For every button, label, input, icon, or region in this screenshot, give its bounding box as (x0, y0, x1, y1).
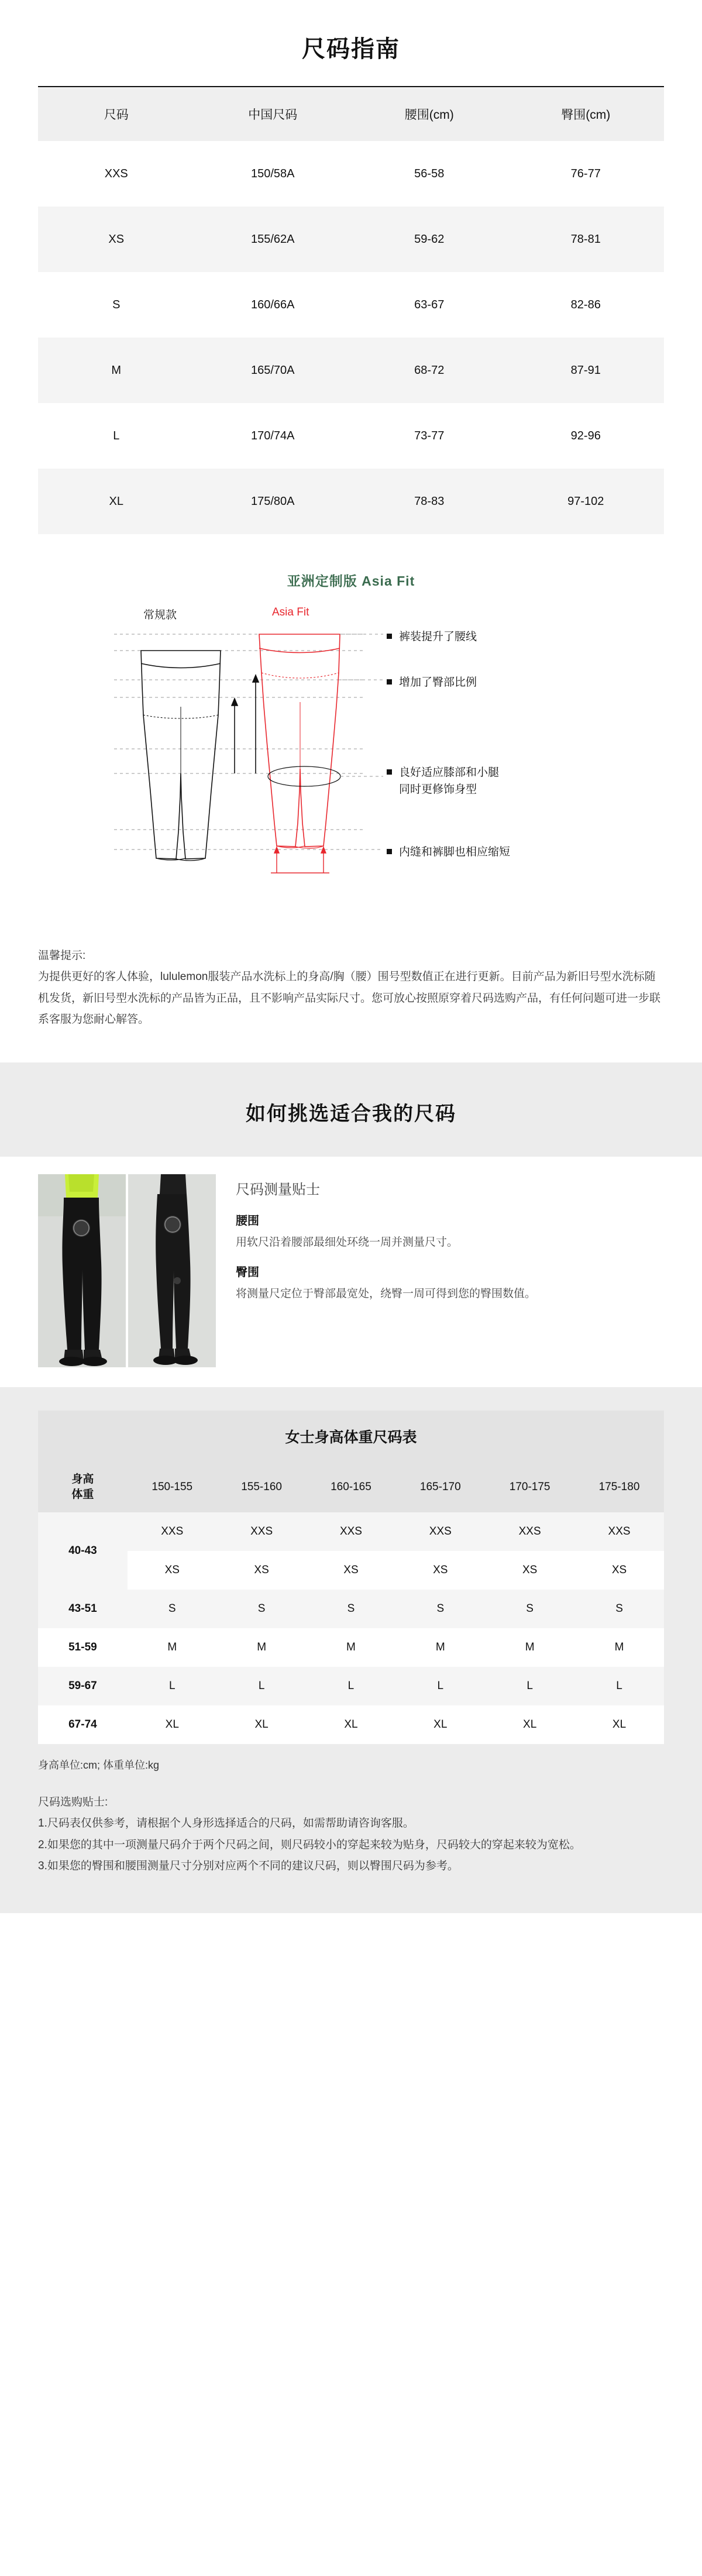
matrix-cell: M (574, 1628, 664, 1667)
table-row (38, 403, 664, 469)
cell-cn-size: 160/66A (195, 272, 352, 338)
matrix-cell: XL (128, 1705, 217, 1744)
matrix-title: 女士身高体重尺码表 (38, 1411, 664, 1462)
matrix-row-label: 40-43 (38, 1512, 128, 1590)
matrix-cell: XL (485, 1705, 574, 1744)
notes-line-2: 2.如果您的其中一项测量尺码介于两个尺码之间，则尺码较小的穿起来较为贴身，尺码较大的穿起来较为宽松。 (38, 1838, 581, 1851)
column-header-hip: 臀围(cm) (508, 87, 665, 141)
table-row (38, 272, 664, 338)
bullet-icon (387, 769, 392, 775)
matrix-row-label: 67-74 (38, 1705, 128, 1744)
hip-instruction: 将测量尺定位于臀部最宽处，绕臀一周可得到您的臀围数值。 (236, 1288, 536, 1301)
column-header-size: 尺码 (38, 87, 195, 141)
tips-body: 为提供更好的客人体验，lululemon服装产品水洗标上的身高/胸（腰）围号型数值正在进行更新。目前产品为新旧号型水洗标随机发货，新旧号型水洗标的产品皆为正品，且不影响产品实际尺寸。您可放心按照原穿着尺码选购产品，有任何问题可进一步联系客服为您耐心解答。 (38, 971, 661, 1026)
cell-cn-size: 155/62A (195, 207, 352, 272)
bullet-icon (387, 849, 392, 854)
matrix-cell: XS (574, 1551, 664, 1590)
matrix-cell: M (217, 1628, 307, 1667)
matrix-cell: XL (307, 1705, 396, 1744)
cell-waist: 63-67 (351, 272, 508, 338)
table-row (38, 207, 664, 272)
matrix-cell: XXS (128, 1512, 217, 1551)
matrix-cell: S (485, 1590, 574, 1628)
cell-waist: 73-77 (351, 403, 508, 469)
matrix-cell: XL (574, 1705, 664, 1744)
asia-fit-illustration (38, 598, 664, 926)
column-header-waist: 腰围(cm) (351, 87, 508, 141)
model-photo-right-svg (128, 1174, 216, 1367)
matrix-cell: XL (217, 1705, 307, 1744)
matrix-row (38, 1705, 664, 1744)
matrix-cell: L (307, 1667, 396, 1705)
matrix-cell: XXS (574, 1512, 664, 1551)
column-header-cn-size: 中国尺码 (195, 87, 352, 141)
cell-waist: 78-83 (351, 469, 508, 534)
cell-cn-size: 165/70A (195, 338, 352, 403)
feature-text: 增加了臀部比例 (399, 676, 477, 689)
matrix-cell: M (395, 1628, 485, 1667)
caption-regular: 常规款 (143, 609, 177, 621)
matrix-cell: S (307, 1590, 396, 1628)
cell-size: S (38, 272, 195, 338)
matrix-col-header: 160-165 (307, 1462, 396, 1512)
matrix-cell: M (485, 1628, 574, 1667)
notes-heading: 尺码选购贴士: (38, 1796, 108, 1808)
notes-line-1: 1.尺码表仅供参考，请根据个人身形选择适合的尺码，如需帮助请咨询客服。 (38, 1817, 414, 1830)
matrix-row-label: 43-51 (38, 1590, 128, 1628)
feature-text-line1: 良好适应膝部和小腿 (399, 766, 500, 779)
bullet-icon (387, 634, 392, 639)
matrix-row-label: 59-67 (38, 1667, 128, 1705)
matrix-cell: L (574, 1667, 664, 1705)
matrix-col-header: 165-170 (395, 1462, 485, 1512)
matrix-row (38, 1512, 664, 1551)
tips-block (38, 945, 664, 1031)
measure-tips-title: 尺码测量贴士 (236, 1181, 320, 1198)
matrix-cell: M (128, 1628, 217, 1667)
caption-asia-fit: Asia Fit (272, 606, 309, 618)
tips-heading: 温馨提示: (38, 950, 86, 962)
matrix-row (38, 1551, 664, 1590)
model-photo-left (38, 1174, 126, 1367)
matrix-header-row (38, 1462, 664, 1512)
cell-hip: 78-81 (508, 207, 665, 272)
cell-waist: 59-62 (351, 207, 508, 272)
feature-label-hip (387, 674, 477, 691)
feature-text-line2: 同时更修饰身型 (399, 783, 477, 796)
asia-fit-title: 亚洲定制版 Asia Fit (287, 573, 415, 589)
cell-cn-size: 175/80A (195, 469, 352, 534)
cell-size: XXS (38, 141, 195, 207)
waist-label: 腰围 (236, 1214, 259, 1227)
model-photos (38, 1174, 216, 1367)
height-weight-matrix (38, 1411, 664, 1777)
matrix-table (38, 1462, 664, 1744)
waist-instruction: 用软尺沿着腰部最细处环绕一周并测量尺寸。 (236, 1236, 459, 1249)
hip-label: 臀围 (236, 1266, 259, 1280)
matrix-cell: S (395, 1590, 485, 1628)
table-row (38, 141, 664, 207)
unit-note: 身高单位:cm; 体重单位:kg (38, 1759, 160, 1771)
notes-line-3: 3.如果您的臀围和腰围测量尺寸分别对应两个不同的建议尺码，则以臀围尺码为参考。 (38, 1860, 459, 1873)
cell-waist: 56-58 (351, 141, 508, 207)
matrix-col-header: 155-160 (217, 1462, 307, 1512)
cell-hip: 92-96 (508, 403, 665, 469)
cell-size: XS (38, 207, 195, 272)
cell-size: XL (38, 469, 195, 534)
matrix-cell: XXS (217, 1512, 307, 1551)
purchase-notes (38, 1792, 664, 1913)
matrix-cell: XS (307, 1551, 396, 1590)
corner-weight-label: 体重 (71, 1488, 94, 1501)
matrix-col-header: 175-180 (574, 1462, 664, 1512)
matrix-cell: XXS (485, 1512, 574, 1551)
corner-height-label: 身高 (71, 1473, 94, 1486)
feature-label-knee (387, 764, 499, 799)
cell-hip: 97-102 (508, 469, 665, 534)
matrix-cell: L (485, 1667, 574, 1705)
cell-cn-size: 170/74A (195, 403, 352, 469)
cell-hip: 82-86 (508, 272, 665, 338)
matrix-cell: M (307, 1628, 396, 1667)
matrix-cell: S (574, 1590, 664, 1628)
cell-hip: 76-77 (508, 141, 665, 207)
model-photo-right (128, 1174, 216, 1367)
cell-size: M (38, 338, 195, 403)
matrix-cell: XS (395, 1551, 485, 1590)
feature-label-inseam (387, 844, 510, 861)
cell-cn-size: 150/58A (195, 141, 352, 207)
cell-waist: 68-72 (351, 338, 508, 403)
model-photo-left-svg (38, 1174, 126, 1367)
matrix-cell: L (217, 1667, 307, 1705)
cell-size: L (38, 403, 195, 469)
leggings-diagram-svg (38, 598, 664, 926)
table-row (38, 469, 664, 534)
matrix-cell: L (395, 1667, 485, 1705)
table-header-row (38, 87, 664, 141)
cell-hip: 87-91 (508, 338, 665, 403)
feature-label-waistline (387, 628, 477, 645)
measure-row (38, 1174, 664, 1367)
matrix-cell: XXS (395, 1512, 485, 1551)
how-to-title: 如何挑选适合我的尺码 (246, 1102, 456, 1125)
measure-text-block (236, 1174, 664, 1304)
matrix-cell: XS (217, 1551, 307, 1590)
matrix-cell: S (128, 1590, 217, 1628)
feature-text: 内缝和裤脚也相应缩短 (399, 846, 511, 858)
measure-tips-band (0, 1157, 702, 1387)
matrix-cell: XS (128, 1551, 217, 1590)
matrix-row-label: 51-59 (38, 1628, 128, 1667)
matrix-col-header: 170-175 (485, 1462, 574, 1512)
matrix-corner-header (38, 1462, 128, 1512)
matrix-cell: XL (395, 1705, 485, 1744)
matrix-cell: XS (485, 1551, 574, 1590)
matrix-cell: S (217, 1590, 307, 1628)
page-title: 尺码指南 (302, 36, 400, 62)
matrix-row (38, 1667, 664, 1705)
feature-text: 裤装提升了腰线 (399, 631, 477, 643)
matrix-col-header: 150-155 (128, 1462, 217, 1512)
table-row (38, 338, 664, 403)
how-to-choose-section (0, 1062, 702, 1913)
matrix-row (38, 1628, 664, 1667)
matrix-row (38, 1590, 664, 1628)
matrix-cell: L (128, 1667, 217, 1705)
size-chart-table (38, 87, 664, 534)
bullet-icon (387, 679, 392, 685)
matrix-cell: XXS (307, 1512, 396, 1551)
